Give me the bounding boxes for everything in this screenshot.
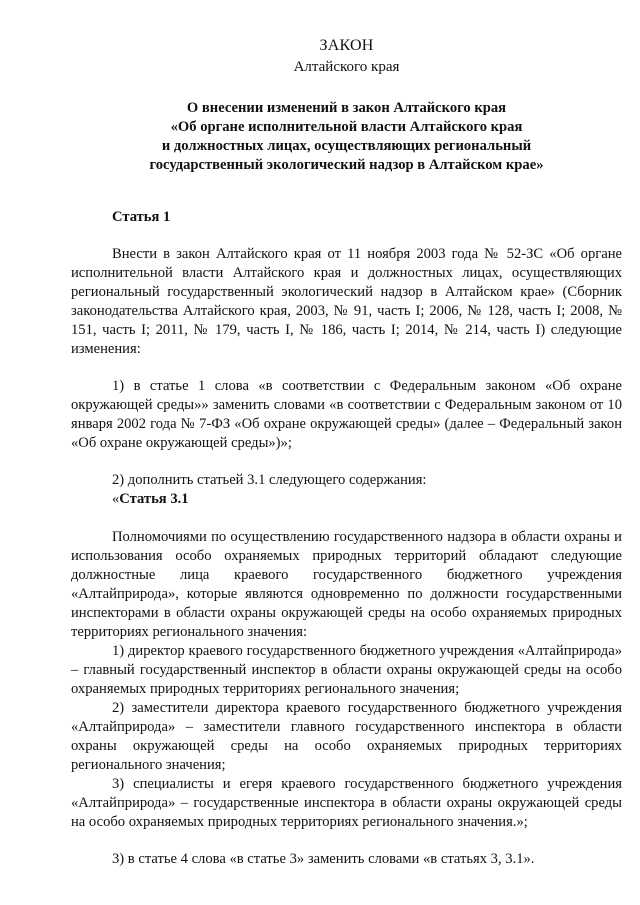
title-line: и должностных лицах, осуществляющих региональный	[161, 138, 532, 154]
quoted-article-title: Статья 3.1	[119, 491, 189, 507]
document-title	[71, 99, 622, 175]
quoted-list-item-2: 2) заместители директора краевого государственного бюджетного учреждения «Алтайприрода» – заместители главного государственного инспектора в области охраны окружающей среды на особо охраняемых природных территориях регионального значения;	[71, 700, 622, 773]
opening-quote: «	[112, 491, 120, 507]
quoted-list-item-3: 3) специалисты и егеря краевого государственного бюджетного учреждения «Алтайприрода» – государственные инспектора в области охраны окружающей среды на особо охраняемых природных территориях регионального значения.»;	[71, 776, 622, 830]
quoted-article-paragraph: Полномочиями по осуществлению государственного надзора в области охраны и использования особо охраняемых природных территорий обладают следующие должностные лица краевого государственного бюджетного учреждения «Алтайприрода», которые являются одновременно по должности государственными инспекторами в области охраны окружающей среды на особо охраняемых природных территориях регионального значения:	[71, 529, 622, 640]
quoted-list-item-1: 1) директор краевого государственного бюджетного учреждения «Алтайприрода» – главный государственный инспектор в области охраны окружающей среды на особо охраняемых природных территориях регионального значения;	[71, 643, 622, 697]
title-line: «Об органе исполнительной власти Алтайского края	[170, 119, 523, 135]
document-type: ЗАКОН	[319, 37, 374, 54]
title-line: государственный экологический надзор в Алтайском крае»	[149, 157, 544, 173]
document-region: Алтайского края	[293, 59, 400, 75]
amendment-item-2: 2) дополнить статьей 3.1 следующего содержания:	[112, 472, 427, 488]
quoted-article-heading	[71, 490, 622, 509]
amendment-item-1: 1) в статье 1 слова «в соответствии с Федеральным законом «Об охране окружающей среды»» заменить словами «в соответствии с Федеральным законом от 10 января 2002 года № 7-ФЗ «Об охране окружающей среды» (далее – Федеральный закон «Об охране окружающей среды»)»;	[71, 378, 622, 451]
article-1-heading: Статья 1	[112, 209, 171, 225]
title-line: О внесении изменений в закон Алтайского края	[186, 100, 507, 116]
document-page	[71, 36, 622, 869]
article-1-intro: Внести в закон Алтайского края от 11 ноября 2003 года № 52-ЗС «Об органе исполнительной власти Алтайского края и должностных лицах, осуществляющих региональный государственный экологический надзор в Алтайском крае» (Сборник законодательства Алтайского края, 2003, № 91, часть I; 2006, № 128, часть I; 2008, № 151, часть I; 2011, № 179, часть I, № 186, часть I; 2014, № 214, часть I) следующие изменения:	[71, 246, 622, 357]
amendment-item-3: 3) в статье 4 слова «в статье 3» заменить словами «в статьях 3, 3.1».	[112, 851, 535, 867]
